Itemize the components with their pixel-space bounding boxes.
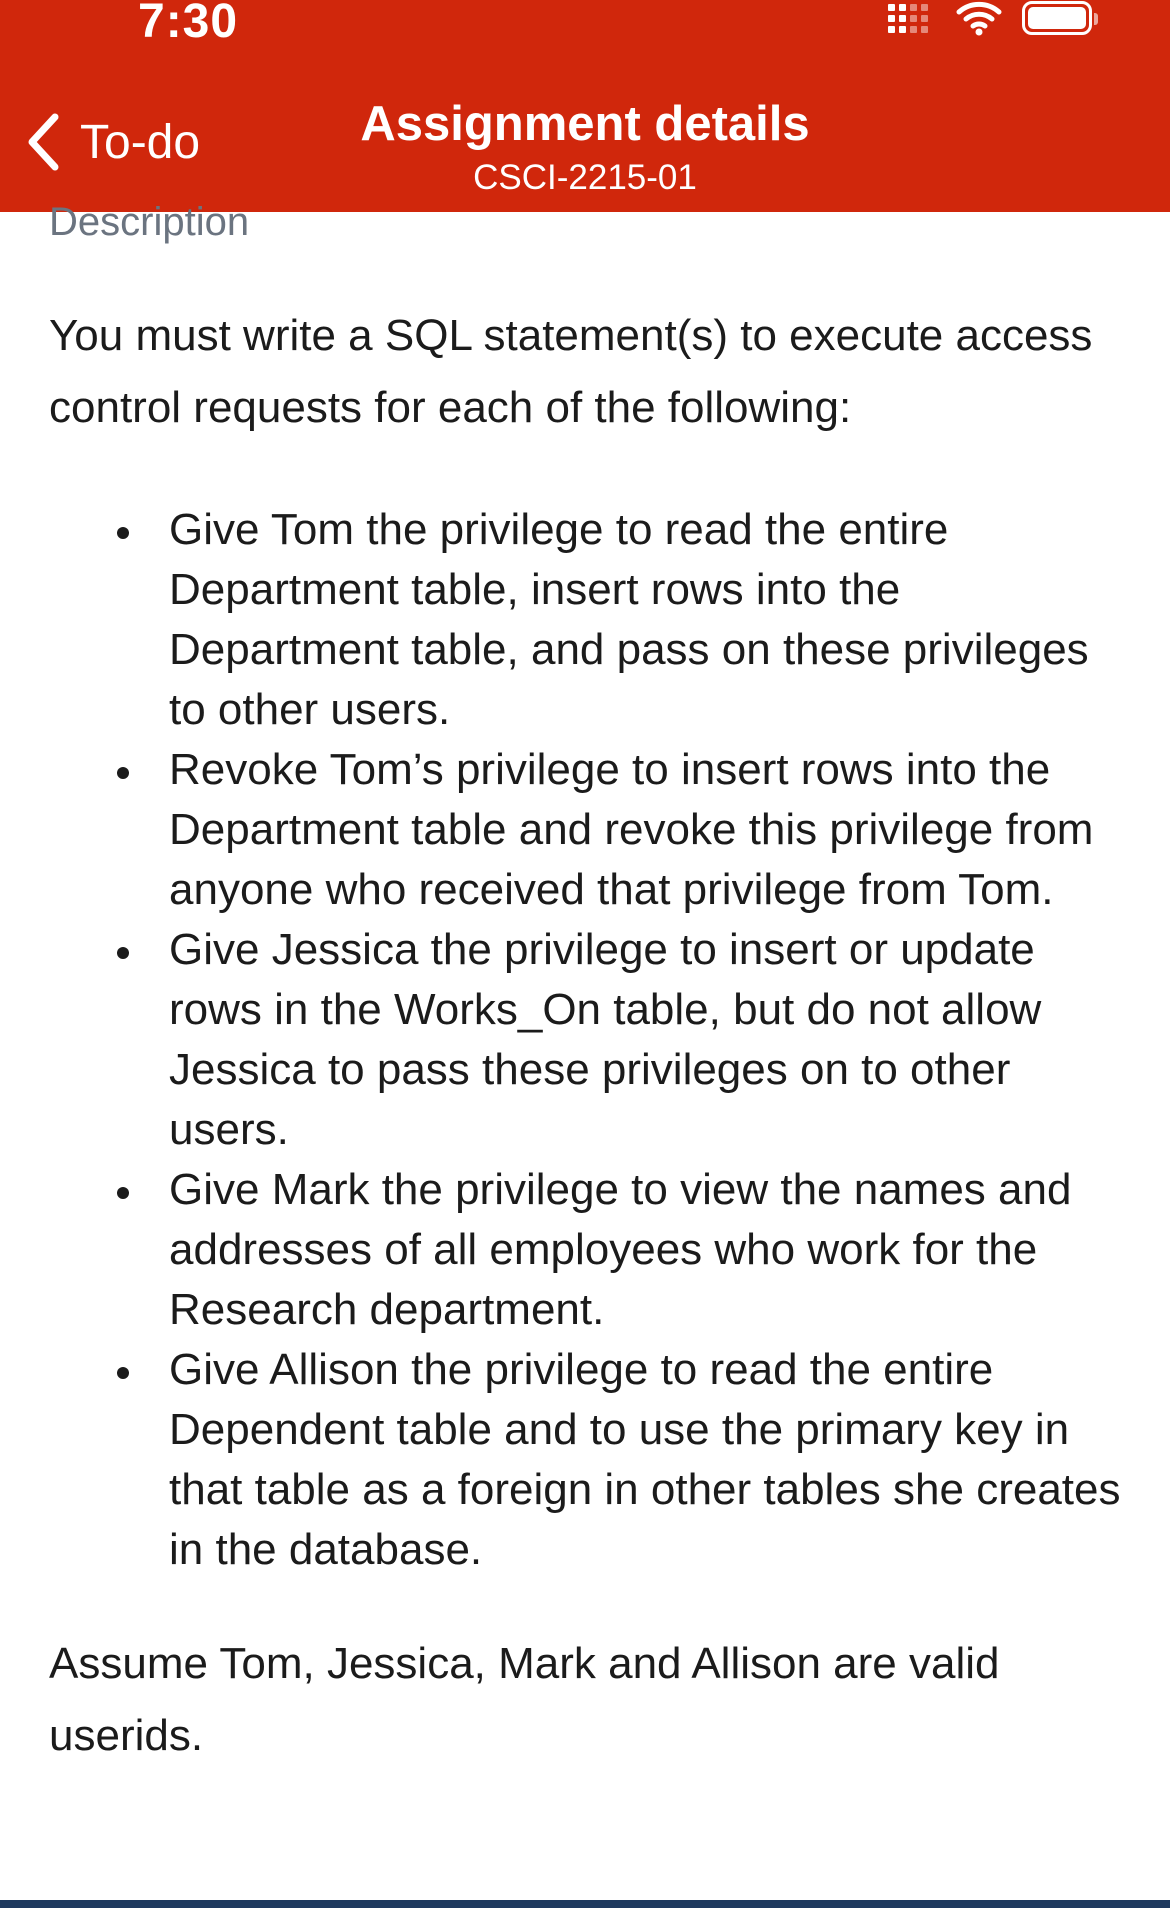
bottom-divider xyxy=(0,1900,1170,1908)
list-item: Give Mark the privilege to view the names and addresses of all employees who work for the Research department. xyxy=(169,1160,1129,1340)
description-label: Description xyxy=(49,200,250,244)
page-title: Assignment details xyxy=(360,97,810,151)
back-label: To-do xyxy=(80,115,201,169)
navigation-header xyxy=(0,0,1170,212)
wifi-icon xyxy=(956,0,1002,36)
description-intro: You must write a SQL statement(s) to execute access control requests for each of the following: xyxy=(49,311,1093,432)
battery-icon xyxy=(1022,1,1092,35)
course-code: CSCI-2215-01 xyxy=(473,158,697,197)
signal-icon xyxy=(888,4,928,33)
status-icons xyxy=(888,0,1092,36)
list-item: Give Jessica the privilege to insert or update rows in the Works_On table, but do not allow Jessica to pass these privileges on to other users. xyxy=(169,920,1129,1160)
list-item: Revoke Tom’s privilege to insert rows into the Department table and revoke this privilege from anyone who received that privilege from Tom. xyxy=(169,740,1129,920)
list-item: Give Allison the privilege to read the entire Dependent table and to use the primary key in that table as a foreign in other tables she creates in the database. xyxy=(169,1340,1129,1580)
description-closing: Assume Tom, Jessica, Mark and Allison are valid userids. xyxy=(49,1639,1000,1760)
list-item: Give Tom the privilege to read the entire Department table, insert rows into the Department table, and pass on these privileges to other users. xyxy=(169,500,1129,740)
requirements-list xyxy=(49,500,1129,1580)
status-time: 7:30 xyxy=(138,0,239,48)
assignment-description xyxy=(49,300,1129,1772)
